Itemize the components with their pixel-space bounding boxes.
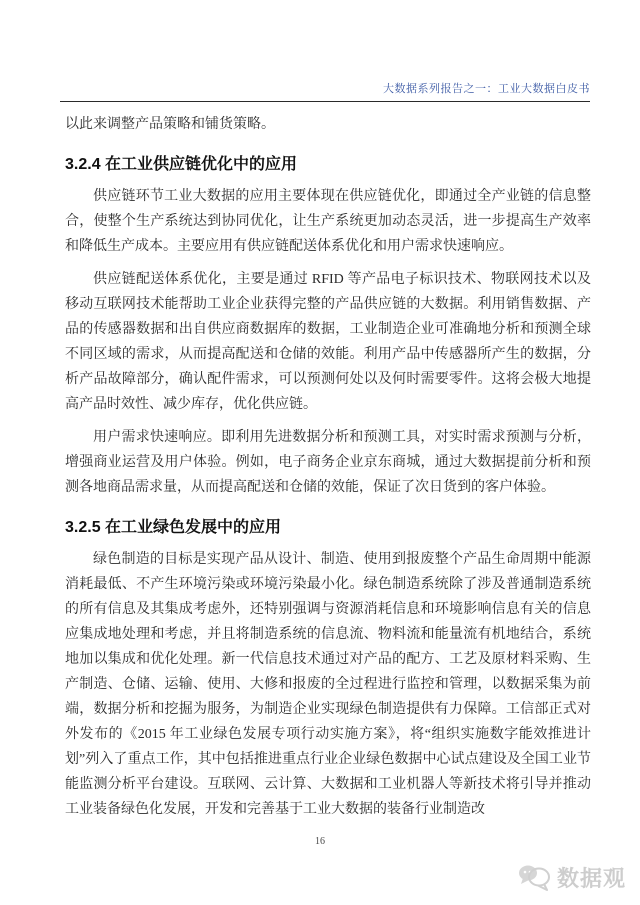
watermark	[518, 862, 626, 893]
document-body	[65, 100, 591, 830]
page-header	[60, 0, 590, 102]
body-paragraph: 用户需求快速响应。即利用先进数据分析和预测工具，对实时需求预测与分析，增强商业运营及用户体验。例如，电子商务企业京东商城，通过大数据提前分析和预测各地商品需求量，从而提高配送和仓储的效能，保证了次日货到的客户体验。	[65, 430, 591, 495]
section-heading: 3.2.5 在工业绿色发展中的应用	[65, 519, 282, 536]
body-paragraph: 以此来调整产品策略和铺货策略。	[65, 117, 275, 132]
chat-bubbles-icon	[518, 863, 552, 893]
header-title: 大数据系列报告之一：工业大数据白皮书	[383, 83, 590, 95]
section-heading: 3.2.4 在工业供应链优化中的应用	[65, 156, 298, 173]
body-paragraph: 绿色制造的目标是实现产品从设计、制造、使用到报废整个产品生命周期中能源消耗最低、不产生环境污染或环境污染最小化。绿色制造系统除了涉及普通制造系统的所有信息及其集成考虑外，还特别强调与资源消耗信息和环境影响信息有关的信息应集成地处理和考虑，并且将制造系统的信息流、物料流和能量流有机地结合，系统地加以集成和优化处理。新一代信息技术通过对产品的配方、工艺及原材料采购、生产制造、仓储、运输、使用、大修和报废的全过程进行监控和管理，以数据采集为前端，数据分析和挖掘为服务，为制造企业实现绿色制造提供有力保障。工信部正式对外发布的《2015 年工业绿色发展专项行动实施方案》，将“组织实施数字能效推进计划”列入了重点工作，其中包括推进重点行业企业绿色数据中心试点建设及全国工业节能监测分析平台建设。互联网、云计算、大数据和工业机器人等新技术将引导并推动工业装备绿色化发展，开发和完善基于工业大数据的装备行业制造改	[65, 552, 591, 817]
body-paragraph: 供应链配送体系优化，主要是通过 RFID 等产品电子标识技术、物联网技术以及移动互联网技术能帮助工业企业获得完整的产品供应链的大数据。利用销售数据、产品的传感器数据和出自供应商数据库的数据，工业制造企业可准确地分析和预测全球不同区域的需求，从而提高配送和仓储的效能。利用产品中传感器所产生的数据，分析产品故障部分，确认配件需求，可以预测何处以及何时需要零件。这将会极大地提高产品时效性、减少库存，优化供应链。	[65, 272, 591, 412]
watermark-text: 数据观	[556, 866, 626, 891]
page-number: 16	[315, 836, 325, 847]
body-paragraph: 供应链环节工业大数据的应用主要体现在供应链优化，即通过全产业链的信息整合，使整个生产系统达到协同优化，让生产系统更加动态灵活，进一步提高生产效率和降低生产成本。主要应用有供应链配送体系优化和用户需求快速响应。	[65, 189, 591, 254]
